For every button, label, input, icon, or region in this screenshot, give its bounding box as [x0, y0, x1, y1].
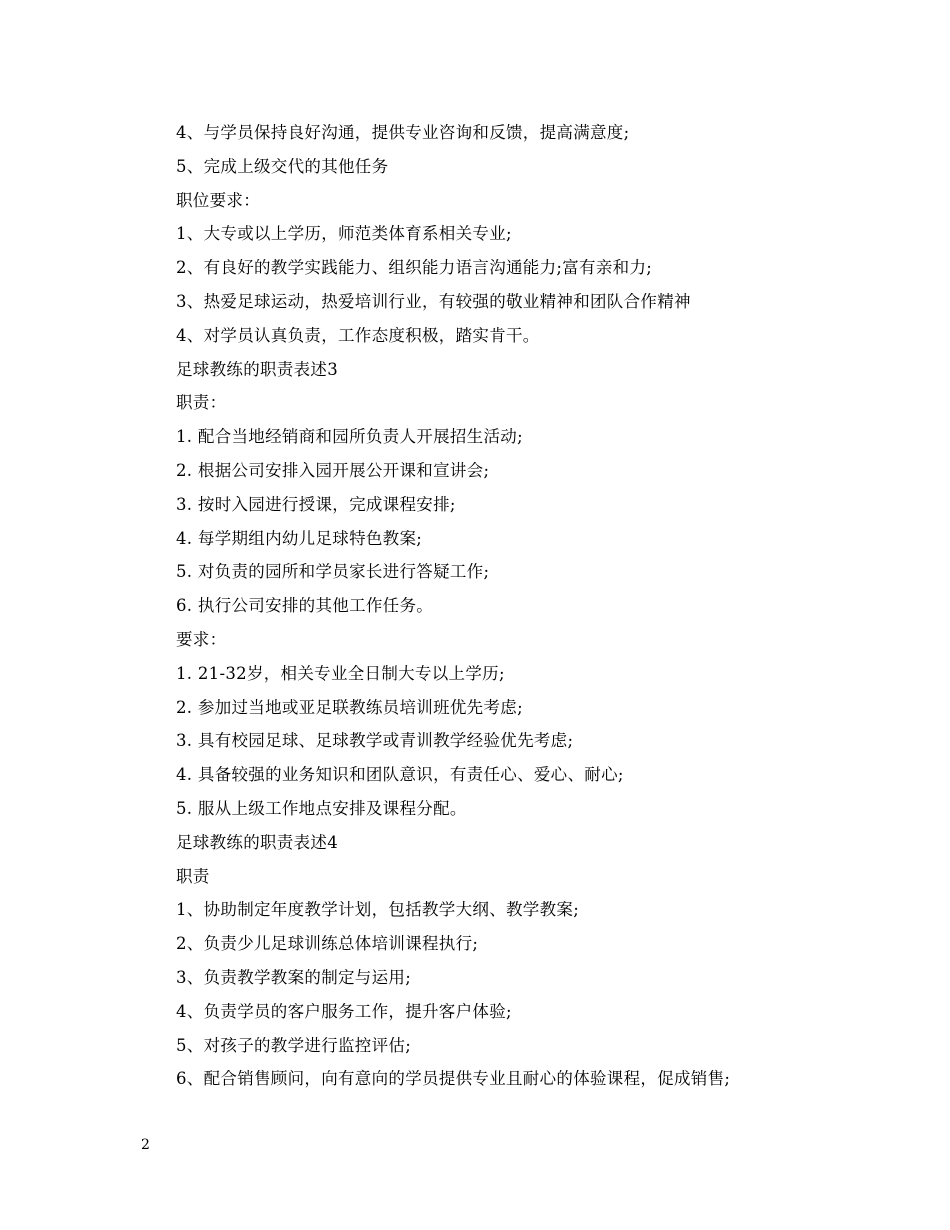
text-line: 3、负责教学教案的制定与运用;	[176, 967, 412, 987]
text-line: 5. 服从上级工作地点安排及课程分配。	[176, 798, 467, 818]
text-line: 4、负责学员的客户服务工作，提升客户体验;	[176, 1001, 512, 1021]
text-line: 2、负责少儿足球训练总体培训课程执行;	[176, 934, 479, 954]
text-line: 4、与学员保持良好沟通，提供专业咨询和反馈，提高满意度;	[176, 123, 630, 142]
text-line: 4. 具备较强的业务知识和团队意识，有责任心、爱心、耐心;	[176, 765, 624, 785]
text-line: 4. 每学期组内幼儿足球特色教案;	[176, 528, 423, 548]
section-heading: 职位要求：	[176, 190, 260, 210]
document-body	[176, 116, 876, 1096]
text-line: 6. 执行公司安排的其他工作任务。	[176, 596, 434, 616]
text-line: 1、协助制定年度教学计划，包括教学大纲、教学教案;	[176, 900, 580, 920]
text-line: 1. 配合当地经销商和园所负责人开展招生活动;	[176, 427, 523, 447]
text-line: 5. 对负责的园所和学员家长进行答疑工作;	[176, 562, 490, 582]
text-line: 1. 21-32岁，相关专业全日制大专以上学历;	[176, 663, 505, 683]
page-number: 2	[141, 1137, 150, 1153]
section-heading: 要求：	[176, 629, 227, 649]
text-line: 2. 根据公司安排入园开展公开课和宣讲会;	[176, 460, 490, 480]
text-line: 1、大专或以上学历，师范类体育系相关专业;	[176, 224, 512, 244]
text-line: 6、配合销售顾问，向有意向的学员提供专业且耐心的体验课程，促成销售;	[176, 1069, 731, 1089]
text-line: 4、对学员认真负责，工作态度积极，踏实肯干。	[176, 325, 540, 345]
text-line: 3、热爱足球运动，热爱培训行业，有较强的敬业精神和团队合作精神	[176, 291, 691, 311]
text-line: 3. 按时入园进行授课，完成课程安排;	[176, 494, 456, 514]
section-heading: 职责：	[176, 393, 227, 413]
section-title: 足球教练的职责表述4	[176, 832, 338, 852]
section-heading: 职责	[176, 866, 210, 886]
text-line: 5、对孩子的教学进行监控评估;	[176, 1035, 412, 1055]
text-line: 5、完成上级交代的其他任务	[176, 156, 389, 176]
text-line: 2、有良好的教学实践能力、组织能力语言沟通能力;富有亲和力;	[176, 258, 653, 278]
section-title: 足球教练的职责表述3	[176, 359, 338, 379]
text-line: 3. 具有校园足球、足球教学或青训教学经验优先考虑;	[176, 731, 574, 751]
text-line: 2. 参加过当地或亚足联教练员培训班优先考虑;	[176, 697, 523, 717]
